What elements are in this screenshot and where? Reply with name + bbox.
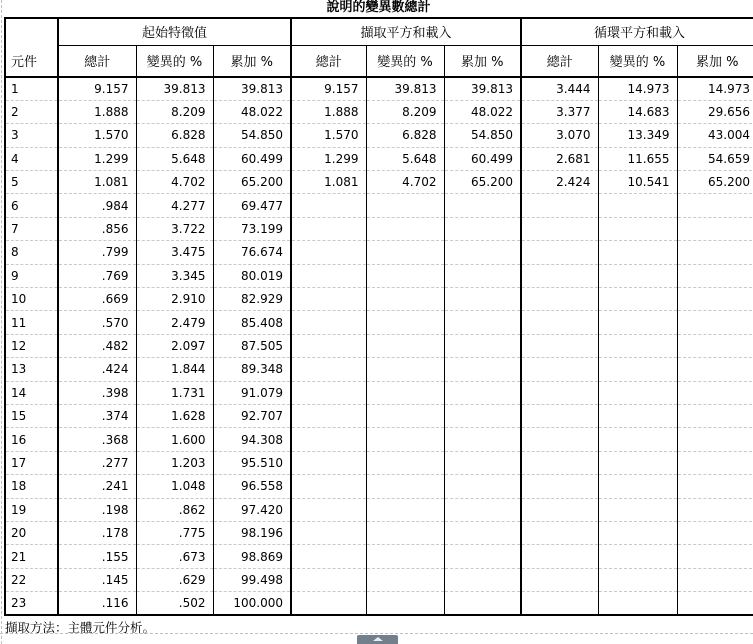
value-cell: 2.479 xyxy=(136,311,213,334)
value-cell: 39.813 xyxy=(213,77,291,100)
component-cell: 16 xyxy=(5,428,58,451)
value-cell: 5.648 xyxy=(366,147,444,170)
table-row xyxy=(5,147,753,170)
value-cell xyxy=(444,404,521,427)
component-cell: 23 xyxy=(5,592,58,615)
table-row xyxy=(5,124,753,147)
table-row xyxy=(5,451,753,474)
table-body xyxy=(5,77,753,615)
value-cell xyxy=(598,311,677,334)
value-cell: 99.498 xyxy=(213,568,291,591)
column-header-component: 元件 xyxy=(5,18,58,77)
value-cell: 43.004 xyxy=(677,124,753,147)
value-cell xyxy=(677,568,753,591)
value-cell xyxy=(291,334,366,357)
value-cell xyxy=(291,568,366,591)
value-cell xyxy=(677,592,753,615)
value-cell: 91.079 xyxy=(213,381,291,404)
value-cell xyxy=(521,475,598,498)
value-cell xyxy=(521,334,598,357)
table-row xyxy=(5,241,753,264)
sub-header-row xyxy=(5,45,753,77)
value-cell xyxy=(521,568,598,591)
value-cell: 39.813 xyxy=(366,77,444,100)
value-cell xyxy=(444,475,521,498)
value-cell xyxy=(291,264,366,287)
value-cell xyxy=(598,475,677,498)
value-cell: 65.200 xyxy=(213,171,291,194)
value-cell xyxy=(366,288,444,311)
component-cell: 12 xyxy=(5,334,58,357)
value-cell: .368 xyxy=(58,428,136,451)
value-cell: 2.681 xyxy=(521,147,598,170)
value-cell: .769 xyxy=(58,264,136,287)
value-cell xyxy=(521,194,598,217)
value-cell xyxy=(521,264,598,287)
value-cell: 14.973 xyxy=(677,77,753,100)
value-cell: 96.558 xyxy=(213,475,291,498)
component-cell: 17 xyxy=(5,451,58,474)
value-cell: 94.308 xyxy=(213,428,291,451)
value-cell: 9.157 xyxy=(58,77,136,100)
value-cell: 1.888 xyxy=(58,100,136,123)
value-cell xyxy=(521,404,598,427)
value-cell: 82.929 xyxy=(213,288,291,311)
table-row xyxy=(5,334,753,357)
value-cell: .145 xyxy=(58,568,136,591)
table-row xyxy=(5,475,753,498)
value-cell xyxy=(677,498,753,521)
value-cell xyxy=(677,311,753,334)
value-cell: 95.510 xyxy=(213,451,291,474)
value-cell xyxy=(444,568,521,591)
value-cell xyxy=(521,428,598,451)
component-cell: 21 xyxy=(5,545,58,568)
value-cell xyxy=(291,217,366,240)
value-cell xyxy=(677,358,753,381)
value-cell: 14.683 xyxy=(598,100,677,123)
value-cell xyxy=(521,217,598,240)
value-cell xyxy=(444,217,521,240)
value-cell xyxy=(598,334,677,357)
table-row xyxy=(5,498,753,521)
column-header-cumulative-3: 累加 % xyxy=(677,45,753,77)
table-row xyxy=(5,77,753,100)
value-cell: 4.277 xyxy=(136,194,213,217)
value-cell xyxy=(598,217,677,240)
value-cell: 98.196 xyxy=(213,521,291,544)
value-cell xyxy=(444,241,521,264)
table-row xyxy=(5,311,753,334)
value-cell: 13.349 xyxy=(598,124,677,147)
value-cell xyxy=(366,194,444,217)
value-cell: 1.570 xyxy=(291,124,366,147)
value-cell xyxy=(677,334,753,357)
column-header-total-2: 總計 xyxy=(291,45,366,77)
value-cell: 3.070 xyxy=(521,124,598,147)
component-cell: 1 xyxy=(5,77,58,100)
table-row xyxy=(5,358,753,381)
component-cell: 19 xyxy=(5,498,58,521)
table-row xyxy=(5,217,753,240)
value-cell xyxy=(291,241,366,264)
value-cell xyxy=(366,334,444,357)
value-cell: .862 xyxy=(136,498,213,521)
value-cell: 1.888 xyxy=(291,100,366,123)
group-header-rotation-loadings: 循環平方和載入 xyxy=(521,18,753,45)
table-row xyxy=(5,100,753,123)
value-cell xyxy=(521,311,598,334)
value-cell xyxy=(366,545,444,568)
value-cell: 87.505 xyxy=(213,334,291,357)
value-cell xyxy=(291,381,366,404)
value-cell: 4.702 xyxy=(136,171,213,194)
value-cell xyxy=(598,264,677,287)
value-cell: .398 xyxy=(58,381,136,404)
value-cell xyxy=(291,498,366,521)
column-header-pct-variance-2: 變異的 % xyxy=(366,45,444,77)
table-row xyxy=(5,194,753,217)
value-cell xyxy=(366,217,444,240)
value-cell: 73.199 xyxy=(213,217,291,240)
value-cell: 76.674 xyxy=(213,241,291,264)
value-cell: 1.081 xyxy=(291,171,366,194)
value-cell xyxy=(366,521,444,544)
value-cell xyxy=(677,545,753,568)
value-cell xyxy=(598,358,677,381)
value-cell xyxy=(366,428,444,451)
table-row xyxy=(5,264,753,287)
value-cell xyxy=(444,428,521,451)
component-cell: 11 xyxy=(5,311,58,334)
value-cell xyxy=(598,451,677,474)
value-cell: 1.844 xyxy=(136,358,213,381)
value-cell: 85.408 xyxy=(213,311,291,334)
value-cell xyxy=(444,498,521,521)
value-cell xyxy=(291,592,366,615)
value-cell xyxy=(444,194,521,217)
value-cell: 1.048 xyxy=(136,475,213,498)
table-row xyxy=(5,428,753,451)
value-cell: 69.477 xyxy=(213,194,291,217)
value-cell xyxy=(598,568,677,591)
value-cell xyxy=(521,288,598,311)
value-cell xyxy=(444,381,521,404)
value-cell xyxy=(598,404,677,427)
value-cell: .799 xyxy=(58,241,136,264)
up-arrow-icon xyxy=(373,637,383,641)
value-cell xyxy=(598,428,677,451)
value-cell: 8.209 xyxy=(136,100,213,123)
value-cell: .155 xyxy=(58,545,136,568)
value-cell: 3.377 xyxy=(521,100,598,123)
value-cell xyxy=(291,451,366,474)
value-cell xyxy=(366,498,444,521)
value-cell: 14.973 xyxy=(598,77,677,100)
group-header-extraction-loadings: 擷取平方和載入 xyxy=(291,18,521,45)
column-header-total-3: 總計 xyxy=(521,45,598,77)
value-cell: 11.655 xyxy=(598,147,677,170)
column-header-cumulative-2: 累加 % xyxy=(444,45,521,77)
value-cell: 97.420 xyxy=(213,498,291,521)
value-cell xyxy=(598,381,677,404)
value-cell xyxy=(598,498,677,521)
value-cell xyxy=(521,381,598,404)
value-cell: .502 xyxy=(136,592,213,615)
group-header-row xyxy=(5,18,753,45)
value-cell xyxy=(677,475,753,498)
page-break-line-vertical xyxy=(1,0,2,644)
table-row xyxy=(5,288,753,311)
value-cell xyxy=(444,545,521,568)
value-cell xyxy=(677,241,753,264)
value-cell xyxy=(291,194,366,217)
value-cell xyxy=(291,404,366,427)
value-cell xyxy=(677,428,753,451)
value-cell xyxy=(677,288,753,311)
value-cell xyxy=(444,288,521,311)
value-cell: 1.299 xyxy=(58,147,136,170)
value-cell xyxy=(291,545,366,568)
value-cell xyxy=(521,592,598,615)
value-cell xyxy=(677,264,753,287)
value-cell: 3.722 xyxy=(136,217,213,240)
value-cell: 39.813 xyxy=(444,77,521,100)
value-cell xyxy=(444,358,521,381)
value-cell xyxy=(521,545,598,568)
value-cell: 2.910 xyxy=(136,288,213,311)
value-cell: 39.813 xyxy=(136,77,213,100)
value-cell: 1.081 xyxy=(58,171,136,194)
value-cell xyxy=(521,358,598,381)
value-cell: 1.731 xyxy=(136,381,213,404)
component-cell: 13 xyxy=(5,358,58,381)
value-cell: .669 xyxy=(58,288,136,311)
value-cell xyxy=(677,521,753,544)
value-cell: 48.022 xyxy=(444,100,521,123)
value-cell xyxy=(444,264,521,287)
value-cell xyxy=(291,288,366,311)
value-cell: 48.022 xyxy=(213,100,291,123)
value-cell: 3.345 xyxy=(136,264,213,287)
value-cell xyxy=(366,358,444,381)
value-cell: 1.299 xyxy=(291,147,366,170)
value-cell: 1.203 xyxy=(136,451,213,474)
table-row xyxy=(5,521,753,544)
value-cell: .629 xyxy=(136,568,213,591)
component-cell: 15 xyxy=(5,404,58,427)
value-cell: 6.828 xyxy=(366,124,444,147)
column-header-total-1: 總計 xyxy=(58,45,136,77)
value-cell xyxy=(521,498,598,521)
value-cell: .856 xyxy=(58,217,136,240)
table-row xyxy=(5,381,753,404)
value-cell: .482 xyxy=(58,334,136,357)
value-cell: 89.348 xyxy=(213,358,291,381)
column-header-cumulative-1: 累加 % xyxy=(213,45,291,77)
value-cell: .277 xyxy=(58,451,136,474)
component-cell: 9 xyxy=(5,264,58,287)
value-cell xyxy=(366,404,444,427)
value-cell xyxy=(366,475,444,498)
value-cell xyxy=(366,568,444,591)
value-cell xyxy=(598,592,677,615)
component-cell: 18 xyxy=(5,475,58,498)
value-cell xyxy=(598,545,677,568)
value-cell: .116 xyxy=(58,592,136,615)
value-cell: .374 xyxy=(58,404,136,427)
value-cell: 1.628 xyxy=(136,404,213,427)
table-row xyxy=(5,568,753,591)
value-cell: 6.828 xyxy=(136,124,213,147)
group-header-initial-eigenvalues: 起始特徵值 xyxy=(58,18,291,45)
value-cell xyxy=(366,592,444,615)
value-cell xyxy=(598,241,677,264)
value-cell: 29.656 xyxy=(677,100,753,123)
table-row xyxy=(5,545,753,568)
value-cell: .178 xyxy=(58,521,136,544)
value-cell: 4.702 xyxy=(366,171,444,194)
value-cell: 100.000 xyxy=(213,592,291,615)
value-cell xyxy=(366,381,444,404)
component-cell: 5 xyxy=(5,171,58,194)
value-cell xyxy=(677,381,753,404)
value-cell: 3.475 xyxy=(136,241,213,264)
value-cell xyxy=(366,264,444,287)
variance-table xyxy=(4,17,753,616)
value-cell: .984 xyxy=(58,194,136,217)
value-cell: 60.499 xyxy=(213,147,291,170)
component-cell: 14 xyxy=(5,381,58,404)
value-cell xyxy=(291,521,366,544)
value-cell xyxy=(444,451,521,474)
value-cell: 65.200 xyxy=(677,171,753,194)
value-cell xyxy=(444,334,521,357)
component-cell: 3 xyxy=(5,124,58,147)
value-cell xyxy=(598,521,677,544)
component-cell: 22 xyxy=(5,568,58,591)
component-cell: 8 xyxy=(5,241,58,264)
value-cell xyxy=(291,358,366,381)
value-cell xyxy=(291,475,366,498)
component-cell: 6 xyxy=(5,194,58,217)
component-cell: 2 xyxy=(5,100,58,123)
value-cell: 10.541 xyxy=(598,171,677,194)
value-cell: .198 xyxy=(58,498,136,521)
value-cell: 3.444 xyxy=(521,77,598,100)
value-cell xyxy=(444,521,521,544)
extraction-method-note: 擷取方法：主體元件分析。 xyxy=(5,620,156,635)
value-cell xyxy=(366,451,444,474)
component-cell: 20 xyxy=(5,521,58,544)
table-row xyxy=(5,171,753,194)
value-cell xyxy=(677,451,753,474)
component-cell: 10 xyxy=(5,288,58,311)
value-cell xyxy=(366,311,444,334)
value-cell: 1.570 xyxy=(58,124,136,147)
value-cell xyxy=(521,521,598,544)
value-cell: 54.659 xyxy=(677,147,753,170)
table-row xyxy=(5,404,753,427)
value-cell: 92.707 xyxy=(213,404,291,427)
value-cell: 54.850 xyxy=(213,124,291,147)
value-cell: 5.648 xyxy=(136,147,213,170)
value-cell: 54.850 xyxy=(444,124,521,147)
value-cell xyxy=(444,592,521,615)
component-cell: 4 xyxy=(5,147,58,170)
value-cell: .424 xyxy=(58,358,136,381)
value-cell: .241 xyxy=(58,475,136,498)
value-cell xyxy=(291,428,366,451)
value-cell: 8.209 xyxy=(366,100,444,123)
component-cell: 7 xyxy=(5,217,58,240)
value-cell: 80.019 xyxy=(213,264,291,287)
value-cell: .673 xyxy=(136,545,213,568)
value-cell xyxy=(598,194,677,217)
value-cell: .775 xyxy=(136,521,213,544)
value-cell xyxy=(598,288,677,311)
value-cell: .570 xyxy=(58,311,136,334)
value-cell xyxy=(521,451,598,474)
value-cell: 1.600 xyxy=(136,428,213,451)
value-cell: 9.157 xyxy=(291,77,366,100)
value-cell: 60.499 xyxy=(444,147,521,170)
column-header-pct-variance-3: 變異的 % xyxy=(598,45,677,77)
value-cell xyxy=(366,241,444,264)
scroll-to-top-button[interactable] xyxy=(357,635,398,644)
table-row xyxy=(5,592,753,615)
value-cell xyxy=(677,217,753,240)
value-cell xyxy=(677,194,753,217)
value-cell: 2.424 xyxy=(521,171,598,194)
value-cell xyxy=(677,404,753,427)
column-header-pct-variance-1: 變異的 % xyxy=(136,45,213,77)
value-cell: 65.200 xyxy=(444,171,521,194)
value-cell xyxy=(291,311,366,334)
value-cell xyxy=(521,241,598,264)
value-cell: 98.869 xyxy=(213,545,291,568)
value-cell: 2.097 xyxy=(136,334,213,357)
table-title: 說明的變異數總計 xyxy=(326,0,431,15)
value-cell xyxy=(444,311,521,334)
